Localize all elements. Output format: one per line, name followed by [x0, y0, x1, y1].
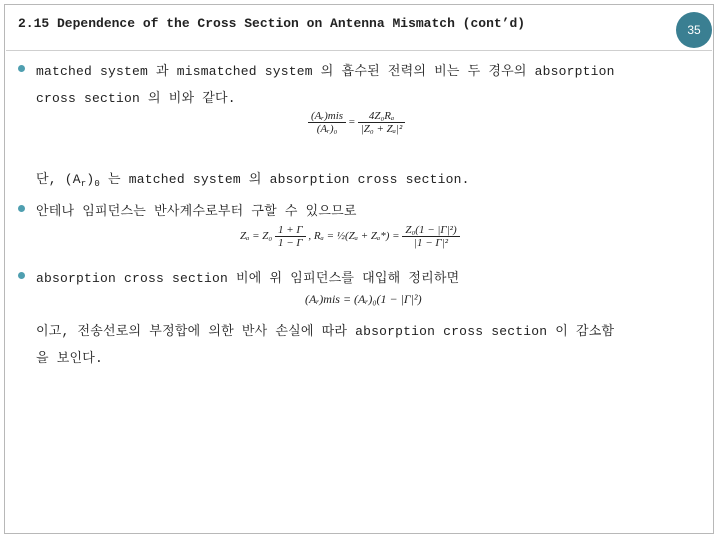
title-divider	[6, 50, 712, 51]
eq2-za-fraction	[275, 224, 306, 249]
equation-impedance	[240, 224, 460, 249]
note-line	[36, 168, 470, 189]
eq1-lhs-denominator: (Aᵣ)₀	[308, 122, 346, 135]
eq2-ra-denominator: |1 − Γ|²	[402, 236, 459, 249]
bullet-icon	[18, 272, 25, 279]
eq1-rhs-denominator: |Z₀ + Zₐ|²	[358, 122, 406, 135]
eq2-ra-numerator: Z₀(1 − |Γ|²)	[405, 224, 457, 236]
page-number-badge: 35	[676, 12, 712, 48]
bullet-1-line-2: cross section 의 비와 같다.	[36, 91, 236, 106]
eq1-lhs-numerator: (Aᵣ)mis	[311, 110, 344, 122]
note-prefix: 단,	[36, 172, 57, 187]
eq1-rhs	[358, 110, 406, 135]
equation-absorption-ratio: $\frac{\text{(Aᵣ)mis}}{\text{(Aᵣ)₀}}$ = $\frac{\text{4Z₀Rₐ}}{\text{|Z₀ + Zₐ|²}}$	[308, 110, 405, 135]
conclusion-line-1: 이고, 전송선로의 부정합에 의한 반사 손실에 따라 absorption cross section 이 감소함	[36, 324, 615, 339]
note-suffix: 는 matched system 의 absorption cross section.	[108, 172, 470, 187]
bullet-2-line-1: 안테나 임피던스는 반사계수로부터 구할 수 있으므로	[36, 204, 357, 219]
conclusion-line-2: 을 보인다.	[36, 351, 104, 366]
bullet-icon	[18, 65, 25, 72]
bullet-icon	[18, 205, 25, 212]
eq2-ra-lhs: , Rₐ = ½(Zₐ + Zₐ*) =	[308, 230, 400, 243]
eq2-ra-fraction	[402, 224, 459, 249]
eq1-rhs-numerator: 4Z₀Rₐ	[368, 110, 395, 122]
eq2-za-denominator: 1 − Γ	[275, 236, 306, 249]
equation-absorption-mismatch: (Aᵣ)mis = (Aᵣ)₀(1 − |Γ|²)	[305, 292, 422, 306]
eq1-lhs	[308, 110, 346, 135]
bullet-3-line-1: absorption cross section 비에 위 임피던스를 대입해 정리하면	[36, 271, 460, 286]
bullet-1-line-1: matched system 과 mismatched system 의 흡수된 전력의 비는 두 경우의 absorption	[36, 64, 615, 79]
slide-title: 2.15 Dependence of the Cross Section on Antenna Mismatch (cont’d)	[18, 16, 526, 31]
eq2-za-numerator: 1 + Γ	[277, 224, 303, 236]
eq2-za-lhs: Zₐ = Z₀	[240, 230, 273, 243]
note-symbol: $(A_r)_0$	[64, 172, 101, 189]
